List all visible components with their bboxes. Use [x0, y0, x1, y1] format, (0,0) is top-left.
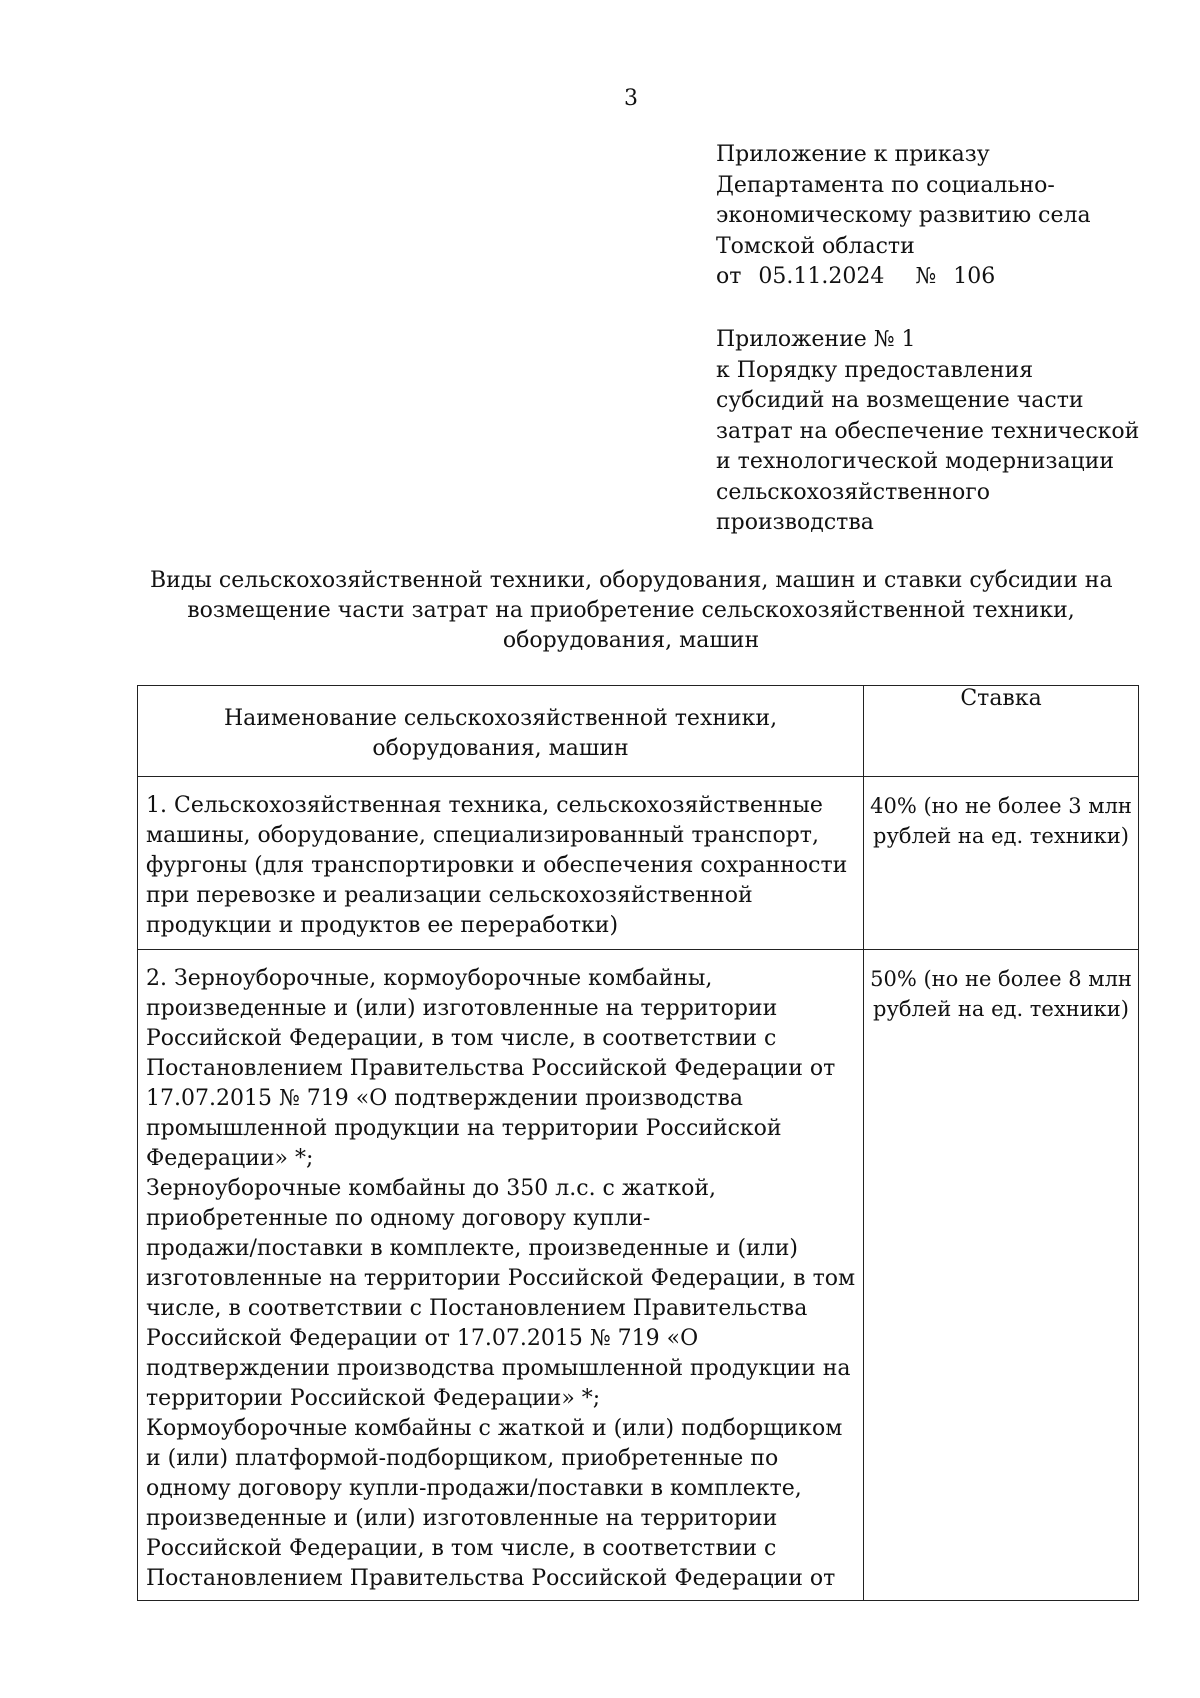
cell-line: при перевозке и реализации сельскохозяйственной — [146, 883, 753, 908]
cell-line: произведенные и (или) изготовленные на территории — [146, 1506, 778, 1531]
appendix-order-line: экономическому развитию села — [716, 203, 1091, 228]
appendix-procedure-line: затрат на обеспечение технической — [716, 418, 1140, 444]
header-name-line: оборудования, машин — [372, 736, 629, 761]
row-name-cell — [138, 777, 864, 950]
appendix-procedure-line: субсидий на возмещение части — [716, 388, 1084, 413]
cell-line: Российской Федерации, в том числе, в соответствии с — [146, 1536, 777, 1561]
document-title — [150, 566, 1112, 656]
table-row — [138, 777, 1139, 950]
cell-line: продукции и продуктов ее переработки) — [146, 913, 619, 938]
cell-line: Постановлением Правительства Российской Федерации от — [146, 1056, 836, 1081]
order-date-number-line — [716, 262, 1186, 293]
cell-line: Кормоуборочные комбайны с жаткой и (или) подборщиком — [146, 1416, 843, 1441]
appendix-order-line: Департамента по социально- — [716, 172, 1055, 198]
title-line: оборудования, машин — [502, 628, 760, 653]
cell-line: одному договору купли-продажи/поставки в комплекте, — [146, 1476, 802, 1501]
appendix-procedure-line: и технологической модернизации — [716, 449, 1115, 474]
cell-line: фургоны (для транспортировки и обеспечения сохранности — [146, 853, 848, 878]
cell-line: Зерноуборочные комбайны до 350 л.с. с жаткой, — [146, 1176, 717, 1201]
order-date: 05.11.2024 — [758, 264, 885, 289]
row-name-cell — [138, 950, 864, 1601]
appendix-procedure-line: Приложение № 1 — [716, 327, 916, 352]
rate-line: рублей на ед. техники) — [873, 997, 1129, 1021]
cell-line: числе, в соответствии с Постановлением Правительства — [146, 1296, 808, 1321]
appendix-procedure-line: сельскохозяйственного — [716, 479, 991, 505]
order-date-prefix: от — [716, 264, 742, 289]
cell-line: Российской Федерации, в том числе, в соответствии с — [146, 1026, 777, 1051]
header-rate-cell: Ставка — [864, 686, 1139, 777]
cell-line: Федерации» *; — [146, 1146, 314, 1171]
row-rate-cell — [864, 777, 1139, 950]
cell-line: приобретенные по одному договору купли- — [146, 1206, 651, 1231]
cell-line: промышленной продукции на территории Российской — [146, 1116, 782, 1141]
cell-line: 17.07.2015 № 719 «О подтверждении производства — [146, 1086, 743, 1111]
row-rate-cell — [864, 950, 1139, 1601]
cell-line: изготовленные на территории Российской Федерации, в том — [146, 1266, 856, 1291]
rate-line: 40% (но не более 3 млн — [870, 794, 1132, 818]
appendix-procedure-block — [716, 325, 1186, 539]
appendix-procedure-line: производства — [716, 510, 874, 535]
title-line: Виды сельскохозяйственной техники, оборудования, машин и ставки субсидии на — [150, 568, 1113, 593]
cell-line: машины, оборудование, специализированный транспорт, — [146, 823, 819, 848]
appendix-order-line: Приложение к приказу — [716, 142, 990, 167]
appendix-order-block — [716, 140, 1186, 293]
cell-line: Российской Федерации от 17.07.2015 № 719 «О — [146, 1326, 699, 1351]
rate-line: 50% (но не более 8 млн — [870, 967, 1132, 991]
cell-line: и (или) платформой-подборщиком, приобретенные по — [146, 1446, 779, 1471]
order-number-sign: № — [915, 264, 937, 289]
cell-line: Постановлением Правительства Российской Федерации от — [146, 1566, 836, 1591]
cell-line: продажи/поставки в комплекте, произведенные и (или) — [146, 1236, 798, 1261]
cell-line: территории Российской Федерации» *; — [146, 1386, 601, 1411]
cell-line: 1. Сельскохозяйственная техника, сельскохозяйственные — [146, 793, 823, 818]
appendix-procedure-line: к Порядку предоставления — [716, 357, 1034, 383]
subsidy-rates-table — [137, 685, 1139, 1601]
table-row — [138, 950, 1139, 1601]
header-name-cell — [138, 686, 864, 777]
cell-line: подтверждении производства промышленной продукции на — [146, 1356, 851, 1381]
page-number: 3 — [624, 86, 638, 111]
table-header-row — [138, 686, 1139, 777]
order-number: 106 — [953, 264, 996, 289]
rate-line: рублей на ед. техники) — [873, 824, 1129, 848]
title-line: возмещение части затрат на приобретение сельскохозяйственной техники, — [187, 598, 1075, 623]
appendix-order-line: Томской области — [716, 233, 915, 259]
header-name-line: Наименование сельскохозяйственной техники, — [223, 706, 778, 731]
cell-line: произведенные и (или) изготовленные на территории — [146, 996, 778, 1021]
cell-line: 2. Зерноуборочные, кормоуборочные комбайны, — [146, 966, 713, 991]
